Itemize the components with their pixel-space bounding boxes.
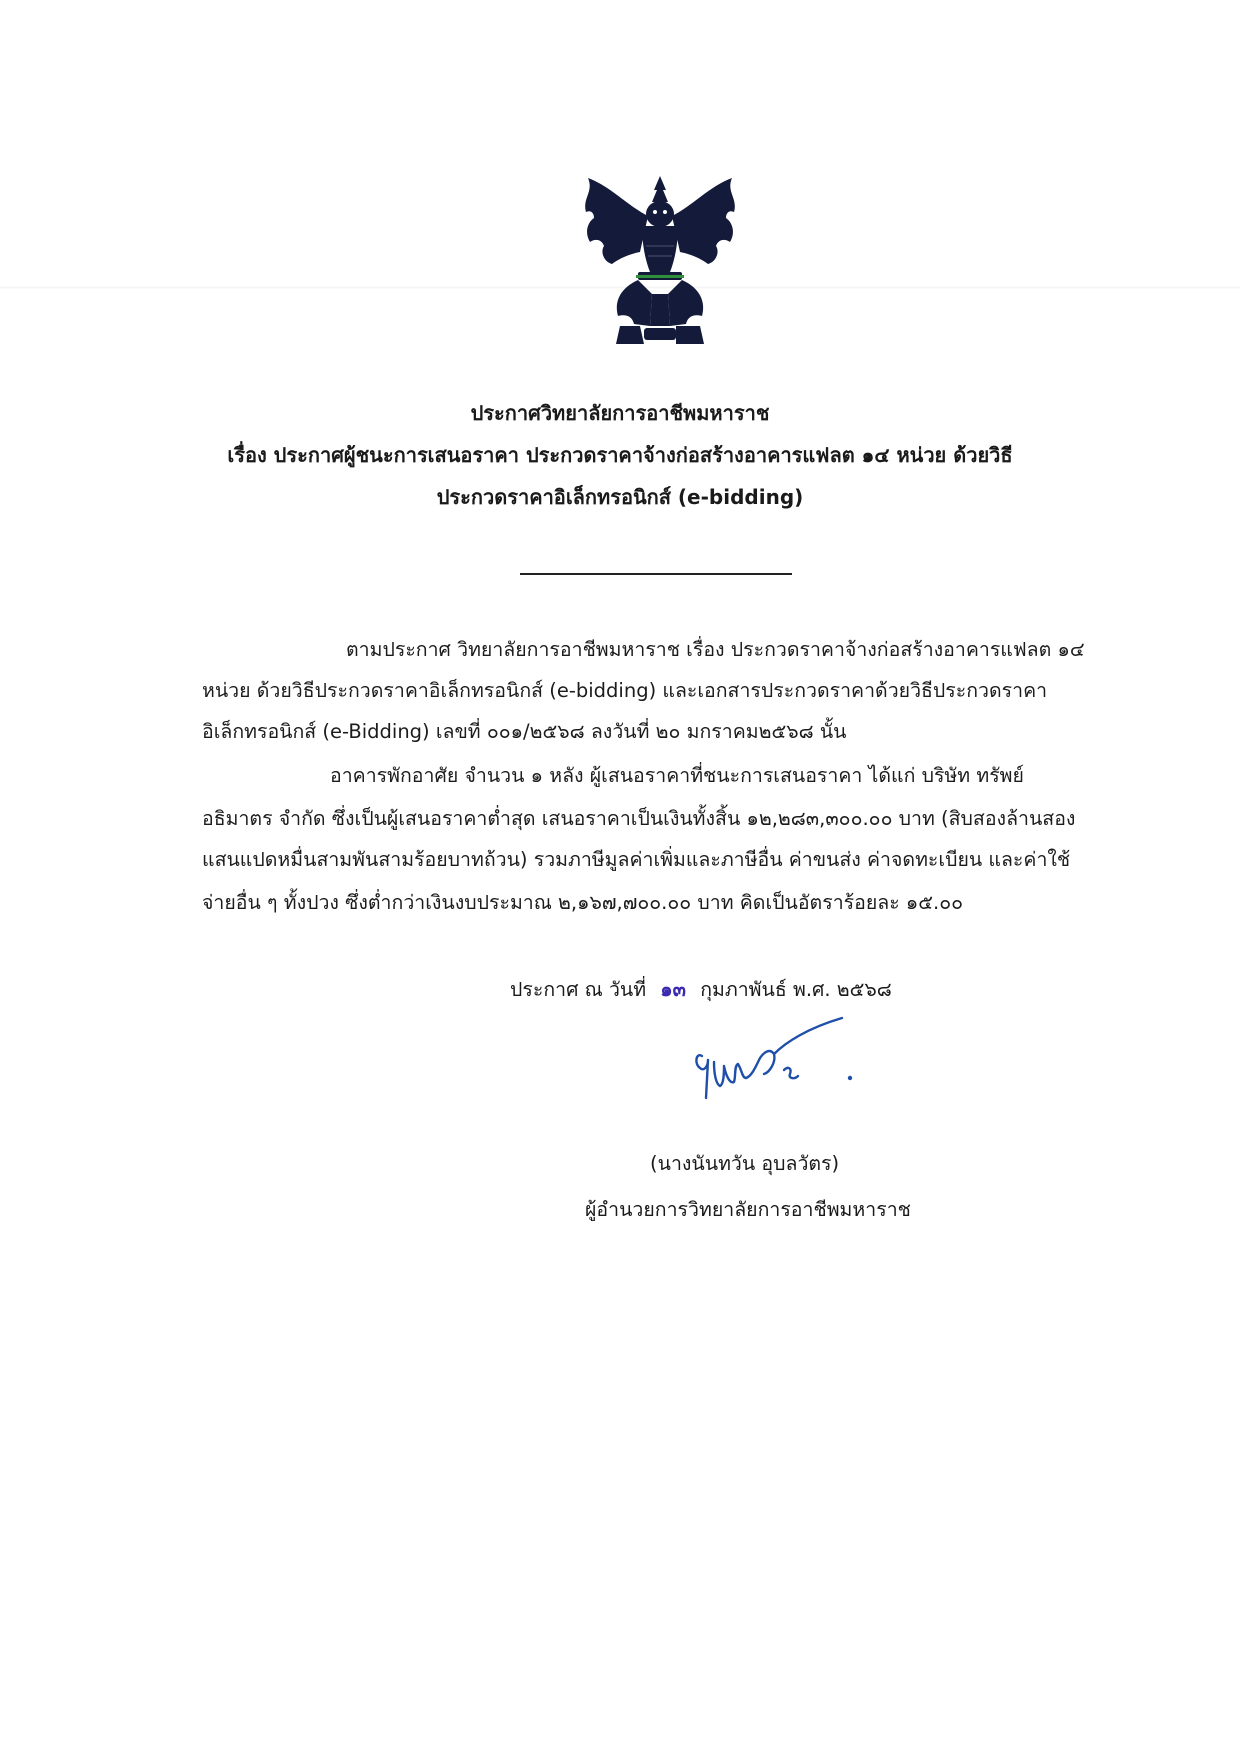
date-prefix: ประกาศ ณ วันที่ — [510, 978, 647, 1001]
body-line-4: อาคารพักอาศัย จำนวน ๑ หลัง ผู้เสนอราคาที่ชนะการเสนอราคา ได้แก่ บริษัท ทรัพย์ — [330, 764, 1024, 787]
body-line-2: หน่วย ด้วยวิธีประกวดราคาอิเล็กทรอนิกส์ (e-bidding) และเอกสารประกวดราคาด้วยวิธีประกวดราคา — [202, 679, 1048, 702]
announcement-date — [510, 976, 892, 1004]
heading-line-3: ประกวดราคาอิเล็กทรอนิกส์ (e-bidding) — [436, 485, 804, 509]
date-suffix: กุมภาพันธ์ พ.ศ. ๒๕๖๘ — [700, 978, 892, 1001]
heading-line-2: เรื่อง ประกาศผู้ชนะการเสนอราคา ประกวดราคาจ้างก่อสร้างอาคารแฟลต ๑๔ หน่วย ด้วยวิธี — [227, 443, 1013, 467]
body-line-5: อธิมาตร จำกัด ซึ่งเป็นผู้เสนอราคาต่ำสุด เสนอราคาเป็นเงินทั้งสิ้น ๑๒,๒๘๓,๓๐๐.๐๐ บาท (สิบสองล้านสอง — [202, 807, 1076, 830]
document-heading — [180, 392, 1060, 518]
garuda-emblem-icon — [580, 176, 740, 346]
signer-name: (นางนันทวัน อุบลวัตร) — [650, 1152, 840, 1175]
body-line-3: อิเล็กทรอนิกส์ (e-Bidding) เลขที่ ๐๐๑/๒๕๖๘ ลงวันที่ ๒๐ มกราคม๒๕๖๘ นั้น — [202, 720, 847, 743]
body-line-1: ตามประกาศ วิทยาลัยการอาชีพมหาราช เรื่อง ประกวดราคาจ้างก่อสร้างอาคารแฟลต ๑๔ — [346, 638, 1085, 661]
heading-divider — [520, 573, 792, 575]
handwritten-signature — [690, 1012, 860, 1102]
body-line-6: แสนแปดหมื่นสามพันสามร้อยบาทถ้วน) รวมภาษีมูลค่าเพิ่มและภาษีอื่น ค่าขนส่ง ค่าจดทะเบียน และค่าใช้ — [202, 848, 1071, 871]
body-line-7: จ่ายอื่น ๆ ทั้งปวง ซึ่งต่ำกว่าเงินงบประมาณ ๒,๑๖๗,๗๐๐.๐๐ บาท คิดเป็นอัตราร้อยละ ๑๕.๐๐ — [202, 891, 964, 914]
date-day-handwritten: ๑๓ — [660, 978, 687, 1001]
signer-title: ผู้อำนวยการวิทยาลัยการอาชีพมหาราช — [585, 1198, 911, 1221]
heading-line-1: ประกาศวิทยาลัยการอาชีพมหาราช — [470, 401, 770, 425]
